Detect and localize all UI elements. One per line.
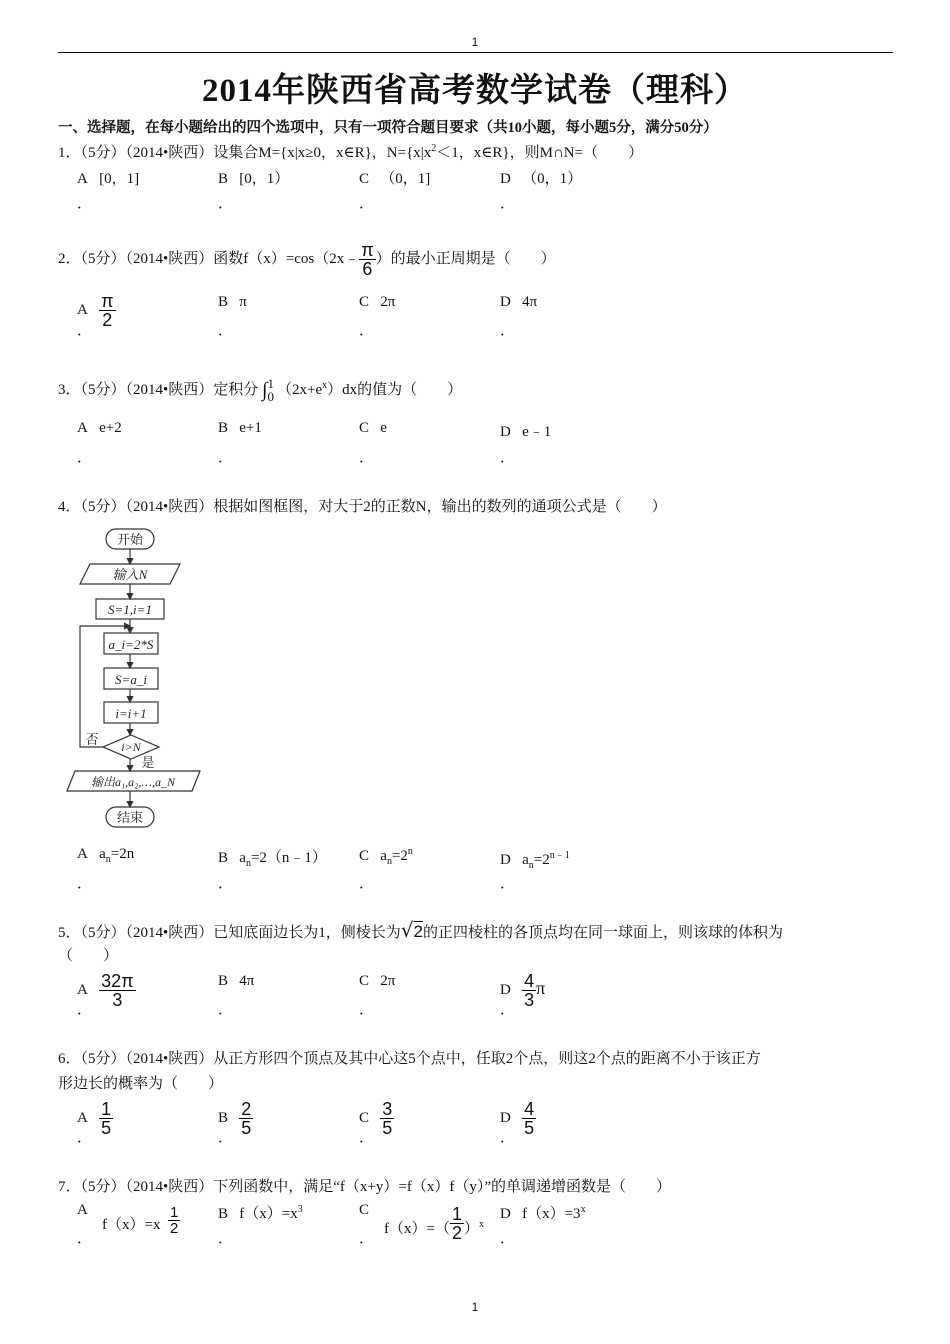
q1-option-a: A [0，1] — [77, 171, 140, 187]
q1-option-c: C （0，1] — [359, 171, 431, 187]
option-dot: ． — [500, 876, 516, 892]
q5-option-b: B 4π — [218, 973, 255, 989]
page-title: 2014年陕西省高考数学试卷（理科） — [202, 73, 748, 109]
q6-option-b: B $\frac{2}{5}$ — [218, 1099, 252, 1138]
option-dot: ． — [359, 1002, 375, 1018]
page-number-top: 1 — [471, 35, 479, 49]
flowchart-init-label: S=1,i=1 — [108, 602, 152, 617]
sqrt-radicand: 2 — [413, 922, 423, 941]
flowchart-end-label: 结束 — [116, 810, 144, 825]
option-dot: ． — [500, 323, 516, 339]
q2-option-b: B π — [218, 294, 247, 310]
option-dot: ． — [359, 450, 375, 466]
option-dot: ． — [77, 196, 93, 212]
option-dot: ． — [500, 1130, 516, 1146]
option-dot: ． — [218, 1002, 234, 1018]
q7-option-d: D $f(x)=3^x$ — [500, 1204, 586, 1222]
q5-option-c: C 2π — [359, 973, 396, 989]
option-dot: ． — [218, 1130, 234, 1146]
option-dot: ． — [500, 1231, 516, 1247]
flowchart-yes-label: 是 — [141, 755, 155, 770]
flowchart-step3-label: i=i+1 — [115, 706, 147, 721]
option-dot: ． — [359, 1130, 375, 1146]
option-dot: ． — [500, 450, 516, 466]
q1-option-d: D （0，1） — [500, 171, 583, 187]
option-dot: ． — [500, 1002, 516, 1018]
flowchart-step1-label: a_i=2*S — [108, 637, 154, 652]
q5-option-d: D $\frac{4}{3}$ π — [500, 971, 546, 1010]
option-dot: ． — [500, 196, 516, 212]
option-dot: ． — [77, 450, 93, 466]
option-dot: ． — [77, 876, 93, 892]
option-dot: ． — [359, 876, 375, 892]
page-number-bottom: 1 — [471, 1300, 479, 1314]
q3-option-d: D e﹣1 — [500, 424, 552, 440]
integral-sign: ∫ — [262, 379, 268, 402]
question-1: 1．（5分）（2014•陕西）设集合M={x|x≥0，x∈R}，$N=\{x|x^2<1$，x∈R}，则M∩N=（ ） — [58, 143, 644, 161]
q1-option-b: B [0，1） — [218, 171, 290, 187]
flowchart-start-label: 开始 — [116, 532, 144, 547]
option-dot: ． — [77, 1130, 93, 1146]
option-dot: ． — [218, 1231, 234, 1247]
section-heading: 一、选择题，在每小题给出的四个选项中，只有一项符合题目要求（共10小题，每小题5分，满分50分） — [58, 120, 718, 136]
q7-option-a-body: f（x）=x $\frac{1}{2}$ — [102, 1204, 179, 1237]
q5-option-a: A $\frac{32\pi}{3}$ — [77, 971, 134, 1010]
question-6-line2: 形边长的概率为（ ） — [58, 1076, 224, 1092]
option-dot: ． — [218, 323, 234, 339]
q3-option-b: B e+1 — [218, 420, 262, 436]
flowchart-step2-label: S=a_i — [115, 672, 147, 687]
question-4: 4．（5分）（2014•陕西）根据如图框图，对大于2的正数N，输出的数列的通项公式是（ ） — [58, 499, 667, 515]
option-dot: ． — [218, 450, 234, 466]
flowchart-condition-label: i>N — [121, 740, 141, 754]
question-5: 5．（5分）（2014•陕西）已知底面边长为1，侧棱长为√2的正四棱柱的各顶点均在同一球面上，则该球的体积为 — [58, 918, 783, 942]
question-5-line2: （ ） — [58, 948, 119, 964]
q4-option-b: B $a_n=2(n﹣1)$ — [218, 850, 327, 869]
option-dot: ． — [359, 1231, 375, 1247]
q7-option-a: A — [77, 1202, 88, 1218]
q2-option-d: D 4π — [500, 294, 538, 310]
q6-option-d: D $\frac{4}{5}$ — [500, 1099, 535, 1138]
q6-option-c: C $\frac{3}{5}$ — [359, 1099, 393, 1138]
question-3: 3．（5分）（2014•陕西）定积分 ∫ 1 0 $(2x+e^x)dx$的值为（ ） — [58, 376, 463, 404]
q3-option-c: C e — [359, 420, 387, 436]
header-rule — [58, 52, 893, 53]
option-dot: ． — [77, 1231, 93, 1247]
q4-option-c: C $a_n=2^n$ — [359, 846, 413, 867]
question-7: 7．（5分）（2014•陕西）下列函数中，满足“f（x+y）=f（x）f（y）”的单调递增函数是（ ） — [58, 1179, 671, 1195]
option-dot: ． — [218, 876, 234, 892]
flowchart-no-label: 否 — [85, 732, 99, 747]
q7-option-c-body: f（x）=（ $\frac{1}{2}$ ）$^x$ — [384, 1204, 484, 1243]
option-dot: ． — [77, 323, 93, 339]
q7-option-b: B $f(x)=x^3$ — [218, 1204, 303, 1222]
q2-option-c: C 2π — [359, 294, 396, 310]
option-dot: ． — [359, 196, 375, 212]
q4-option-a: A $a_n=2n$ — [77, 846, 135, 865]
question-2: 2．（5分）（2014•陕西）函数f（x）=cos（2x﹣ $\frac{\pi}{6}$ ）的最小正周期是（ ） — [58, 240, 556, 279]
flowchart-input-label: 输入N — [112, 567, 148, 582]
option-dot: ． — [218, 196, 234, 212]
q7-option-c: C — [359, 1202, 370, 1218]
flowchart-output-label: 输出a₁,a₂,…,a_N — [90, 775, 176, 789]
q3-option-a: A e+2 — [77, 420, 122, 436]
flowchart — [60, 523, 210, 833]
option-dot: ． — [359, 323, 375, 339]
q6-option-a: A $\frac{1}{5}$ — [77, 1099, 112, 1138]
q4-option-d: D $a_n=2^{n﹣1}$ — [500, 850, 570, 871]
option-dot: ． — [77, 1002, 93, 1018]
question-6: 6．（5分）（2014•陕西）从正方形四个顶点及其中心这5个点中，任取2个点，则这2个点的距离不小于该正方 — [58, 1051, 761, 1067]
q2-option-a: A $\frac{\pi}{2}$ — [77, 291, 114, 330]
